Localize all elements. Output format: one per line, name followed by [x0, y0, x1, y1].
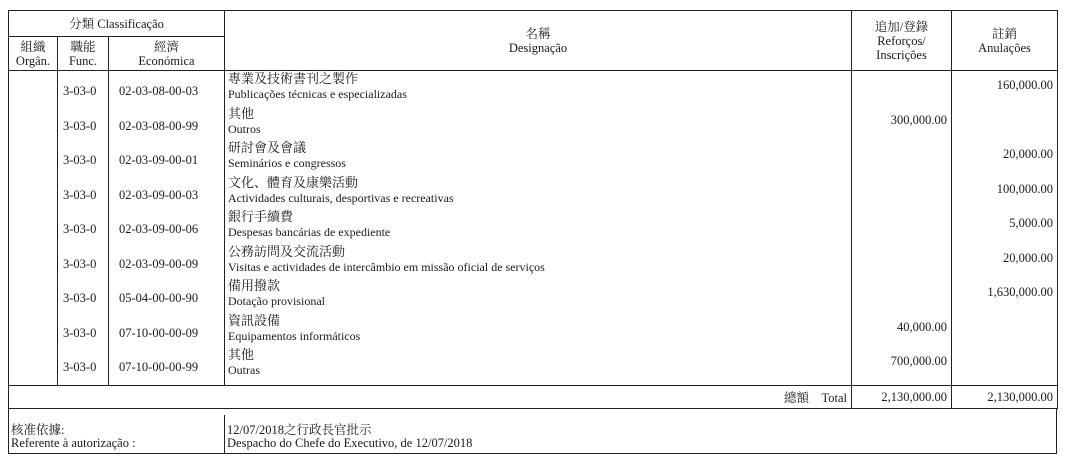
table-row	[952, 347, 1057, 382]
econ-code: 02-03-08-00-03	[119, 84, 199, 98]
reinforce-column	[852, 71, 952, 386]
designation-pt: Visitas e actividades de intercâmbio em missão oficial de serviços	[228, 259, 545, 274]
designation-pt: Outras	[228, 363, 260, 377]
table-row	[952, 71, 1057, 106]
designation-header	[225, 11, 852, 71]
designation-zh: 資訊設備	[228, 312, 281, 328]
budget-document	[8, 10, 1057, 454]
reference-label-zh: 核准依據:	[11, 423, 65, 437]
econ-code: 02-03-09-00-01	[119, 153, 199, 167]
classification-header: 分類 Classificação	[9, 11, 225, 37]
designation-zh: 其他	[228, 105, 255, 121]
func-code: 3-03-0	[63, 153, 97, 167]
reinforce-amount: 300,000.00	[890, 112, 947, 127]
func-code: 3-03-0	[63, 187, 97, 202]
func-header-pt: Func.	[68, 53, 98, 68]
table-row	[225, 209, 851, 244]
table-row	[952, 175, 1057, 210]
econ-header-pt: Económica	[138, 53, 195, 68]
cancel-amount: 20,000.00	[1003, 147, 1053, 161]
econ-column	[109, 71, 225, 386]
table-row	[225, 347, 851, 382]
table-row	[852, 106, 951, 141]
table-row	[852, 313, 951, 348]
table-row	[58, 244, 108, 279]
cancel-amount: 20,000.00	[1003, 250, 1053, 265]
reinforce-amount: 700,000.00	[890, 354, 947, 368]
econ-header-zh: 經濟	[153, 39, 179, 54]
cancel-column	[952, 71, 1058, 386]
reference-label-pt: Referente à autorização :	[11, 436, 136, 450]
econ-header	[109, 37, 225, 71]
reinforce-header-pt2: Inscrições	[876, 47, 927, 62]
table-row	[58, 278, 108, 313]
table-row	[109, 347, 224, 382]
table-row	[952, 140, 1057, 175]
designation-zh: 備用撥款	[228, 278, 281, 293]
table-row	[58, 209, 108, 244]
organ-column	[9, 71, 58, 386]
table-row	[58, 313, 108, 348]
table-row	[225, 106, 851, 141]
table-row	[952, 106, 1057, 141]
cancel-header-zh: 註銷	[991, 26, 1017, 41]
table-row	[109, 313, 224, 348]
designation-zh: 研討會及會議	[228, 140, 307, 155]
econ-code: 05-04-00-00-90	[119, 291, 199, 305]
table-row	[225, 140, 851, 175]
reinforce-header-zh: 追加/登錄	[874, 19, 929, 34]
designation-column	[225, 71, 852, 386]
cancel-amount: 100,000.00	[996, 181, 1053, 196]
table-row	[952, 278, 1057, 313]
table-row	[952, 313, 1057, 348]
func-code: 3-03-0	[63, 222, 97, 236]
cancel-amount: 1,630,000.00	[987, 285, 1053, 299]
func-code: 3-03-0	[63, 325, 97, 340]
table-row	[225, 313, 851, 348]
organ-header-zh: 組織	[20, 39, 46, 54]
table-row	[852, 347, 951, 382]
table-row	[109, 175, 224, 210]
authorization-reference	[8, 415, 1057, 454]
designation-pt: Publicações técnicas e especializadas	[228, 87, 407, 101]
reinforce-amount: 40,000.00	[897, 319, 947, 334]
econ-code: 02-03-09-00-06	[119, 222, 199, 236]
designation-zh: 其他	[228, 347, 255, 362]
organ-header-pt: Orgân.	[15, 53, 51, 68]
reference-divider	[224, 415, 225, 453]
table-row	[109, 244, 224, 279]
table-row	[952, 209, 1057, 244]
table-row	[852, 209, 951, 244]
reinforce-header	[852, 11, 952, 71]
designation-pt: Despesas bancárias de expediente	[228, 225, 391, 239]
designation-pt: Actividades culturais, desportivas e recreativas	[228, 190, 454, 205]
designation-zh: 專業及技術書刊之製作	[228, 71, 359, 86]
budget-table	[8, 10, 1058, 409]
func-code: 3-03-0	[63, 256, 97, 271]
econ-code: 07-10-00-00-09	[119, 325, 199, 340]
designation-header-pt: Designação	[508, 40, 568, 55]
table-row	[109, 209, 224, 244]
econ-code: 02-03-08-00-99	[119, 118, 199, 133]
table-row	[58, 71, 108, 106]
table-row	[225, 175, 851, 210]
table-row	[58, 175, 108, 210]
designation-zh: 公務訪問及交流活動	[228, 243, 346, 259]
cancel-header	[952, 11, 1058, 71]
func-header	[58, 37, 109, 71]
func-code: 3-03-0	[63, 360, 97, 374]
designation-pt: Outros	[228, 121, 261, 136]
total-label: 總額 Total	[9, 386, 852, 409]
designation-pt: Seminários e congressos	[228, 156, 346, 170]
table-row	[852, 244, 951, 279]
table-row	[852, 71, 951, 106]
reference-value-zh: 12/07/2018之行政長官批示	[227, 423, 372, 437]
reference-value-pt: Despacho do Chefe do Executivo, de 12/07/2018	[227, 436, 473, 450]
func-column	[58, 71, 109, 386]
func-code: 3-03-0	[63, 291, 97, 305]
econ-code: 07-10-00-00-99	[119, 360, 199, 374]
cancel-amount: 160,000.00	[996, 78, 1053, 92]
table-row	[225, 278, 851, 313]
cancel-amount: 5,000.00	[1009, 216, 1053, 230]
table-row	[225, 244, 851, 279]
func-code: 3-03-0	[63, 118, 97, 133]
total-reinforce: 2,130,000.00	[852, 386, 952, 409]
reinforce-header-pt1: Reforços/	[877, 33, 926, 48]
table-row	[58, 347, 108, 382]
table-row	[952, 244, 1057, 279]
table-row	[852, 140, 951, 175]
func-code: 3-03-0	[63, 84, 97, 98]
organ-header	[9, 37, 58, 71]
designation-pt: Dotação provisional	[228, 294, 325, 308]
designation-zh: 銀行手續費	[228, 209, 294, 224]
table-row	[109, 106, 224, 141]
table-row	[109, 140, 224, 175]
designation-pt: Equipamentos informáticos	[228, 328, 361, 343]
table-row	[58, 140, 108, 175]
table-row	[852, 278, 951, 313]
func-header-zh: 職能	[70, 39, 96, 54]
econ-code: 02-03-09-00-09	[119, 256, 199, 271]
designation-header-zh: 名稱	[525, 26, 551, 41]
table-row	[852, 175, 951, 210]
table-row	[58, 106, 108, 141]
designation-zh: 文化、體育及康樂活動	[228, 174, 359, 190]
total-row	[9, 386, 1058, 409]
total-cancel: 2,130,000.00	[952, 386, 1058, 409]
table-row	[109, 71, 224, 106]
table-row	[109, 278, 224, 313]
econ-code: 02-03-09-00-03	[119, 187, 199, 202]
cancel-header-pt: Anulações	[978, 40, 1031, 55]
table-row	[225, 71, 851, 106]
